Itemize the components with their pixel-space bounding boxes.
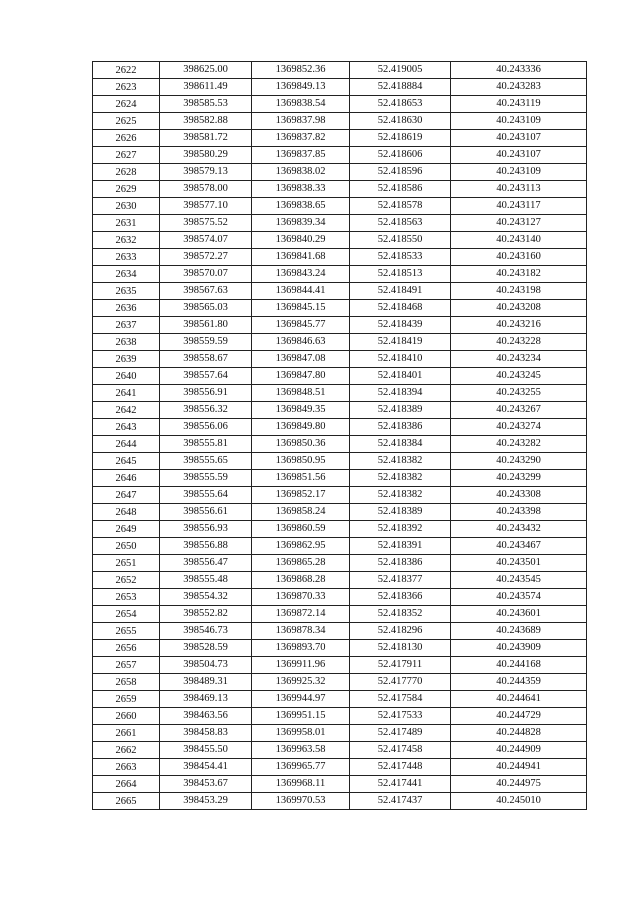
latitude-cell: 52.418578 (350, 198, 451, 215)
longitude-cell: 40.243274 (451, 419, 587, 436)
point-number-cell: 2644 (93, 436, 160, 453)
longitude-cell: 40.243208 (451, 300, 587, 317)
table-row (93, 147, 587, 164)
y-coordinate-cell: 1369844.41 (252, 283, 350, 300)
latitude-cell: 52.418513 (350, 266, 451, 283)
table-row (93, 62, 587, 79)
y-coordinate-cell: 1369837.85 (252, 147, 350, 164)
x-coordinate-cell: 398555.59 (160, 470, 252, 487)
table-row (93, 368, 587, 385)
latitude-cell: 52.418410 (350, 351, 451, 368)
y-coordinate-cell: 1369951.15 (252, 708, 350, 725)
longitude-cell: 40.243127 (451, 215, 587, 232)
x-coordinate-cell: 398555.65 (160, 453, 252, 470)
longitude-cell: 40.243267 (451, 402, 587, 419)
x-coordinate-cell: 398555.48 (160, 572, 252, 589)
point-number-cell: 2632 (93, 232, 160, 249)
table-row (93, 674, 587, 691)
x-coordinate-cell: 398555.81 (160, 436, 252, 453)
longitude-cell: 40.243545 (451, 572, 587, 589)
point-number-cell: 2628 (93, 164, 160, 181)
y-coordinate-cell: 1369965.77 (252, 759, 350, 776)
x-coordinate-cell: 398581.72 (160, 130, 252, 147)
latitude-cell: 52.418296 (350, 623, 451, 640)
table-row (93, 453, 587, 470)
y-coordinate-cell: 1369837.98 (252, 113, 350, 130)
point-number-cell: 2633 (93, 249, 160, 266)
latitude-cell: 52.418391 (350, 538, 451, 555)
x-coordinate-cell: 398556.61 (160, 504, 252, 521)
y-coordinate-cell: 1369944.97 (252, 691, 350, 708)
latitude-cell: 52.418382 (350, 470, 451, 487)
coordinates-table-body (93, 62, 587, 810)
y-coordinate-cell: 1369838.33 (252, 181, 350, 198)
longitude-cell: 40.243216 (451, 317, 587, 334)
point-number-cell: 2630 (93, 198, 160, 215)
latitude-cell: 52.417489 (350, 725, 451, 742)
x-coordinate-cell: 398556.88 (160, 538, 252, 555)
x-coordinate-cell: 398577.10 (160, 198, 252, 215)
point-number-cell: 2654 (93, 606, 160, 623)
x-coordinate-cell: 398454.41 (160, 759, 252, 776)
x-coordinate-cell: 398567.63 (160, 283, 252, 300)
longitude-cell: 40.244359 (451, 674, 587, 691)
latitude-cell: 52.418377 (350, 572, 451, 589)
y-coordinate-cell: 1369963.58 (252, 742, 350, 759)
latitude-cell: 52.418586 (350, 181, 451, 198)
longitude-cell: 40.245010 (451, 793, 587, 810)
longitude-cell: 40.243234 (451, 351, 587, 368)
y-coordinate-cell: 1369968.11 (252, 776, 350, 793)
longitude-cell: 40.244828 (451, 725, 587, 742)
table-row (93, 606, 587, 623)
latitude-cell: 52.417441 (350, 776, 451, 793)
x-coordinate-cell: 398574.07 (160, 232, 252, 249)
x-coordinate-cell: 398556.06 (160, 419, 252, 436)
y-coordinate-cell: 1369845.77 (252, 317, 350, 334)
table-row (93, 487, 587, 504)
point-number-cell: 2635 (93, 283, 160, 300)
y-coordinate-cell: 1369838.65 (252, 198, 350, 215)
point-number-cell: 2629 (93, 181, 160, 198)
x-coordinate-cell: 398556.93 (160, 521, 252, 538)
table-row (93, 215, 587, 232)
longitude-cell: 40.243283 (451, 79, 587, 96)
table-row (93, 164, 587, 181)
y-coordinate-cell: 1369845.15 (252, 300, 350, 317)
latitude-cell: 52.418491 (350, 283, 451, 300)
y-coordinate-cell: 1369847.08 (252, 351, 350, 368)
point-number-cell: 2638 (93, 334, 160, 351)
y-coordinate-cell: 1369865.28 (252, 555, 350, 572)
table-row (93, 351, 587, 368)
y-coordinate-cell: 1369843.24 (252, 266, 350, 283)
longitude-cell: 40.244975 (451, 776, 587, 793)
longitude-cell: 40.243336 (451, 62, 587, 79)
longitude-cell: 40.243282 (451, 436, 587, 453)
point-number-cell: 2642 (93, 402, 160, 419)
longitude-cell: 40.243107 (451, 130, 587, 147)
longitude-cell: 40.244909 (451, 742, 587, 759)
y-coordinate-cell: 1369849.13 (252, 79, 350, 96)
y-coordinate-cell: 1369852.17 (252, 487, 350, 504)
table-row (93, 300, 587, 317)
y-coordinate-cell: 1369838.54 (252, 96, 350, 113)
latitude-cell: 52.418630 (350, 113, 451, 130)
y-coordinate-cell: 1369848.51 (252, 385, 350, 402)
latitude-cell: 52.417533 (350, 708, 451, 725)
y-coordinate-cell: 1369925.32 (252, 674, 350, 691)
point-number-cell: 2622 (93, 62, 160, 79)
longitude-cell: 40.244729 (451, 708, 587, 725)
x-coordinate-cell: 398565.03 (160, 300, 252, 317)
y-coordinate-cell: 1369911.96 (252, 657, 350, 674)
point-number-cell: 2662 (93, 742, 160, 759)
point-number-cell: 2641 (93, 385, 160, 402)
x-coordinate-cell: 398556.32 (160, 402, 252, 419)
point-number-cell: 2660 (93, 708, 160, 725)
table-row (93, 538, 587, 555)
latitude-cell: 52.418468 (350, 300, 451, 317)
y-coordinate-cell: 1369872.14 (252, 606, 350, 623)
point-number-cell: 2658 (93, 674, 160, 691)
point-number-cell: 2665 (93, 793, 160, 810)
x-coordinate-cell: 398561.80 (160, 317, 252, 334)
point-number-cell: 2657 (93, 657, 160, 674)
y-coordinate-cell: 1369862.95 (252, 538, 350, 555)
longitude-cell: 40.243109 (451, 164, 587, 181)
coordinates-table (92, 61, 587, 810)
table-row (93, 385, 587, 402)
point-number-cell: 2637 (93, 317, 160, 334)
y-coordinate-cell: 1369878.34 (252, 623, 350, 640)
table-row (93, 708, 587, 725)
longitude-cell: 40.244941 (451, 759, 587, 776)
longitude-cell: 40.244168 (451, 657, 587, 674)
table-row (93, 113, 587, 130)
x-coordinate-cell: 398579.13 (160, 164, 252, 181)
y-coordinate-cell: 1369852.36 (252, 62, 350, 79)
table-row (93, 572, 587, 589)
longitude-cell: 40.244641 (451, 691, 587, 708)
table-row (93, 555, 587, 572)
longitude-cell: 40.243501 (451, 555, 587, 572)
point-number-cell: 2663 (93, 759, 160, 776)
point-number-cell: 2651 (93, 555, 160, 572)
y-coordinate-cell: 1369840.29 (252, 232, 350, 249)
longitude-cell: 40.243245 (451, 368, 587, 385)
latitude-cell: 52.417911 (350, 657, 451, 674)
table-row (93, 419, 587, 436)
table-row (93, 470, 587, 487)
x-coordinate-cell: 398463.56 (160, 708, 252, 725)
y-coordinate-cell: 1369893.70 (252, 640, 350, 657)
y-coordinate-cell: 1369846.63 (252, 334, 350, 351)
table-row (93, 283, 587, 300)
table-row (93, 521, 587, 538)
x-coordinate-cell: 398625.00 (160, 62, 252, 79)
latitude-cell: 52.418394 (350, 385, 451, 402)
longitude-cell: 40.243601 (451, 606, 587, 623)
point-number-cell: 2647 (93, 487, 160, 504)
y-coordinate-cell: 1369839.34 (252, 215, 350, 232)
table-row (93, 589, 587, 606)
longitude-cell: 40.243198 (451, 283, 587, 300)
table-row (93, 742, 587, 759)
point-number-cell: 2623 (93, 79, 160, 96)
longitude-cell: 40.243228 (451, 334, 587, 351)
table-row (93, 657, 587, 674)
table-row (93, 793, 587, 810)
y-coordinate-cell: 1369958.01 (252, 725, 350, 742)
x-coordinate-cell: 398489.31 (160, 674, 252, 691)
point-number-cell: 2636 (93, 300, 160, 317)
y-coordinate-cell: 1369847.80 (252, 368, 350, 385)
table-row (93, 232, 587, 249)
y-coordinate-cell: 1369837.82 (252, 130, 350, 147)
latitude-cell: 52.418352 (350, 606, 451, 623)
x-coordinate-cell: 398611.49 (160, 79, 252, 96)
latitude-cell: 52.418401 (350, 368, 451, 385)
longitude-cell: 40.243160 (451, 249, 587, 266)
x-coordinate-cell: 398575.52 (160, 215, 252, 232)
x-coordinate-cell: 398555.64 (160, 487, 252, 504)
longitude-cell: 40.243182 (451, 266, 587, 283)
table-row (93, 317, 587, 334)
latitude-cell: 52.418606 (350, 147, 451, 164)
table-row (93, 725, 587, 742)
point-number-cell: 2656 (93, 640, 160, 657)
table-row (93, 759, 587, 776)
x-coordinate-cell: 398554.32 (160, 589, 252, 606)
y-coordinate-cell: 1369841.68 (252, 249, 350, 266)
latitude-cell: 52.417448 (350, 759, 451, 776)
longitude-cell: 40.243909 (451, 640, 587, 657)
latitude-cell: 52.418389 (350, 402, 451, 419)
x-coordinate-cell: 398556.91 (160, 385, 252, 402)
latitude-cell: 52.418596 (350, 164, 451, 181)
latitude-cell: 52.418384 (350, 436, 451, 453)
point-number-cell: 2626 (93, 130, 160, 147)
x-coordinate-cell: 398580.29 (160, 147, 252, 164)
longitude-cell: 40.243117 (451, 198, 587, 215)
x-coordinate-cell: 398552.82 (160, 606, 252, 623)
x-coordinate-cell: 398570.07 (160, 266, 252, 283)
y-coordinate-cell: 1369850.36 (252, 436, 350, 453)
point-number-cell: 2649 (93, 521, 160, 538)
table-row (93, 504, 587, 521)
point-number-cell: 2625 (93, 113, 160, 130)
point-number-cell: 2639 (93, 351, 160, 368)
point-number-cell: 2646 (93, 470, 160, 487)
point-number-cell: 2634 (93, 266, 160, 283)
longitude-cell: 40.243574 (451, 589, 587, 606)
point-number-cell: 2627 (93, 147, 160, 164)
point-number-cell: 2659 (93, 691, 160, 708)
x-coordinate-cell: 398557.64 (160, 368, 252, 385)
x-coordinate-cell: 398458.83 (160, 725, 252, 742)
y-coordinate-cell: 1369838.02 (252, 164, 350, 181)
x-coordinate-cell: 398558.67 (160, 351, 252, 368)
y-coordinate-cell: 1369860.59 (252, 521, 350, 538)
latitude-cell: 52.418389 (350, 504, 451, 521)
point-number-cell: 2631 (93, 215, 160, 232)
x-coordinate-cell: 398469.13 (160, 691, 252, 708)
latitude-cell: 52.418386 (350, 419, 451, 436)
point-number-cell: 2645 (93, 453, 160, 470)
latitude-cell: 52.417458 (350, 742, 451, 759)
longitude-cell: 40.243689 (451, 623, 587, 640)
y-coordinate-cell: 1369849.35 (252, 402, 350, 419)
longitude-cell: 40.243467 (451, 538, 587, 555)
x-coordinate-cell: 398455.50 (160, 742, 252, 759)
latitude-cell: 52.418550 (350, 232, 451, 249)
longitude-cell: 40.243255 (451, 385, 587, 402)
x-coordinate-cell: 398546.73 (160, 623, 252, 640)
y-coordinate-cell: 1369970.53 (252, 793, 350, 810)
point-number-cell: 2640 (93, 368, 160, 385)
latitude-cell: 52.418130 (350, 640, 451, 657)
longitude-cell: 40.243432 (451, 521, 587, 538)
table-row (93, 130, 587, 147)
point-number-cell: 2664 (93, 776, 160, 793)
latitude-cell: 52.418884 (350, 79, 451, 96)
table-row (93, 640, 587, 657)
latitude-cell: 52.417584 (350, 691, 451, 708)
x-coordinate-cell: 398528.59 (160, 640, 252, 657)
table-row (93, 334, 587, 351)
table-row (93, 436, 587, 453)
latitude-cell: 52.419005 (350, 62, 451, 79)
table-row (93, 198, 587, 215)
point-number-cell: 2652 (93, 572, 160, 589)
latitude-cell: 52.417770 (350, 674, 451, 691)
x-coordinate-cell: 398572.27 (160, 249, 252, 266)
latitude-cell: 52.418382 (350, 487, 451, 504)
latitude-cell: 52.418382 (350, 453, 451, 470)
longitude-cell: 40.243299 (451, 470, 587, 487)
x-coordinate-cell: 398556.47 (160, 555, 252, 572)
y-coordinate-cell: 1369858.24 (252, 504, 350, 521)
latitude-cell: 52.418366 (350, 589, 451, 606)
latitude-cell: 52.418439 (350, 317, 451, 334)
table-row (93, 249, 587, 266)
longitude-cell: 40.243113 (451, 181, 587, 198)
point-number-cell: 2643 (93, 419, 160, 436)
table-row (93, 266, 587, 283)
table-row (93, 623, 587, 640)
latitude-cell: 52.418392 (350, 521, 451, 538)
point-number-cell: 2650 (93, 538, 160, 555)
y-coordinate-cell: 1369868.28 (252, 572, 350, 589)
table-row (93, 96, 587, 113)
point-number-cell: 2624 (93, 96, 160, 113)
point-number-cell: 2655 (93, 623, 160, 640)
x-coordinate-cell: 398453.29 (160, 793, 252, 810)
longitude-cell: 40.243398 (451, 504, 587, 521)
longitude-cell: 40.243140 (451, 232, 587, 249)
longitude-cell: 40.243290 (451, 453, 587, 470)
table-row (93, 79, 587, 96)
x-coordinate-cell: 398504.73 (160, 657, 252, 674)
latitude-cell: 52.418386 (350, 555, 451, 572)
latitude-cell: 52.418653 (350, 96, 451, 113)
point-number-cell: 2648 (93, 504, 160, 521)
table-row (93, 691, 587, 708)
longitude-cell: 40.243109 (451, 113, 587, 130)
y-coordinate-cell: 1369849.80 (252, 419, 350, 436)
point-number-cell: 2661 (93, 725, 160, 742)
x-coordinate-cell: 398559.59 (160, 334, 252, 351)
table-row (93, 776, 587, 793)
y-coordinate-cell: 1369850.95 (252, 453, 350, 470)
latitude-cell: 52.418619 (350, 130, 451, 147)
y-coordinate-cell: 1369870.33 (252, 589, 350, 606)
y-coordinate-cell: 1369851.56 (252, 470, 350, 487)
x-coordinate-cell: 398582.88 (160, 113, 252, 130)
longitude-cell: 40.243308 (451, 487, 587, 504)
latitude-cell: 52.418533 (350, 249, 451, 266)
x-coordinate-cell: 398578.00 (160, 181, 252, 198)
latitude-cell: 52.417437 (350, 793, 451, 810)
x-coordinate-cell: 398453.67 (160, 776, 252, 793)
table-row (93, 181, 587, 198)
x-coordinate-cell: 398585.53 (160, 96, 252, 113)
longitude-cell: 40.243119 (451, 96, 587, 113)
latitude-cell: 52.418419 (350, 334, 451, 351)
longitude-cell: 40.243107 (451, 147, 587, 164)
latitude-cell: 52.418563 (350, 215, 451, 232)
point-number-cell: 2653 (93, 589, 160, 606)
table-row (93, 402, 587, 419)
